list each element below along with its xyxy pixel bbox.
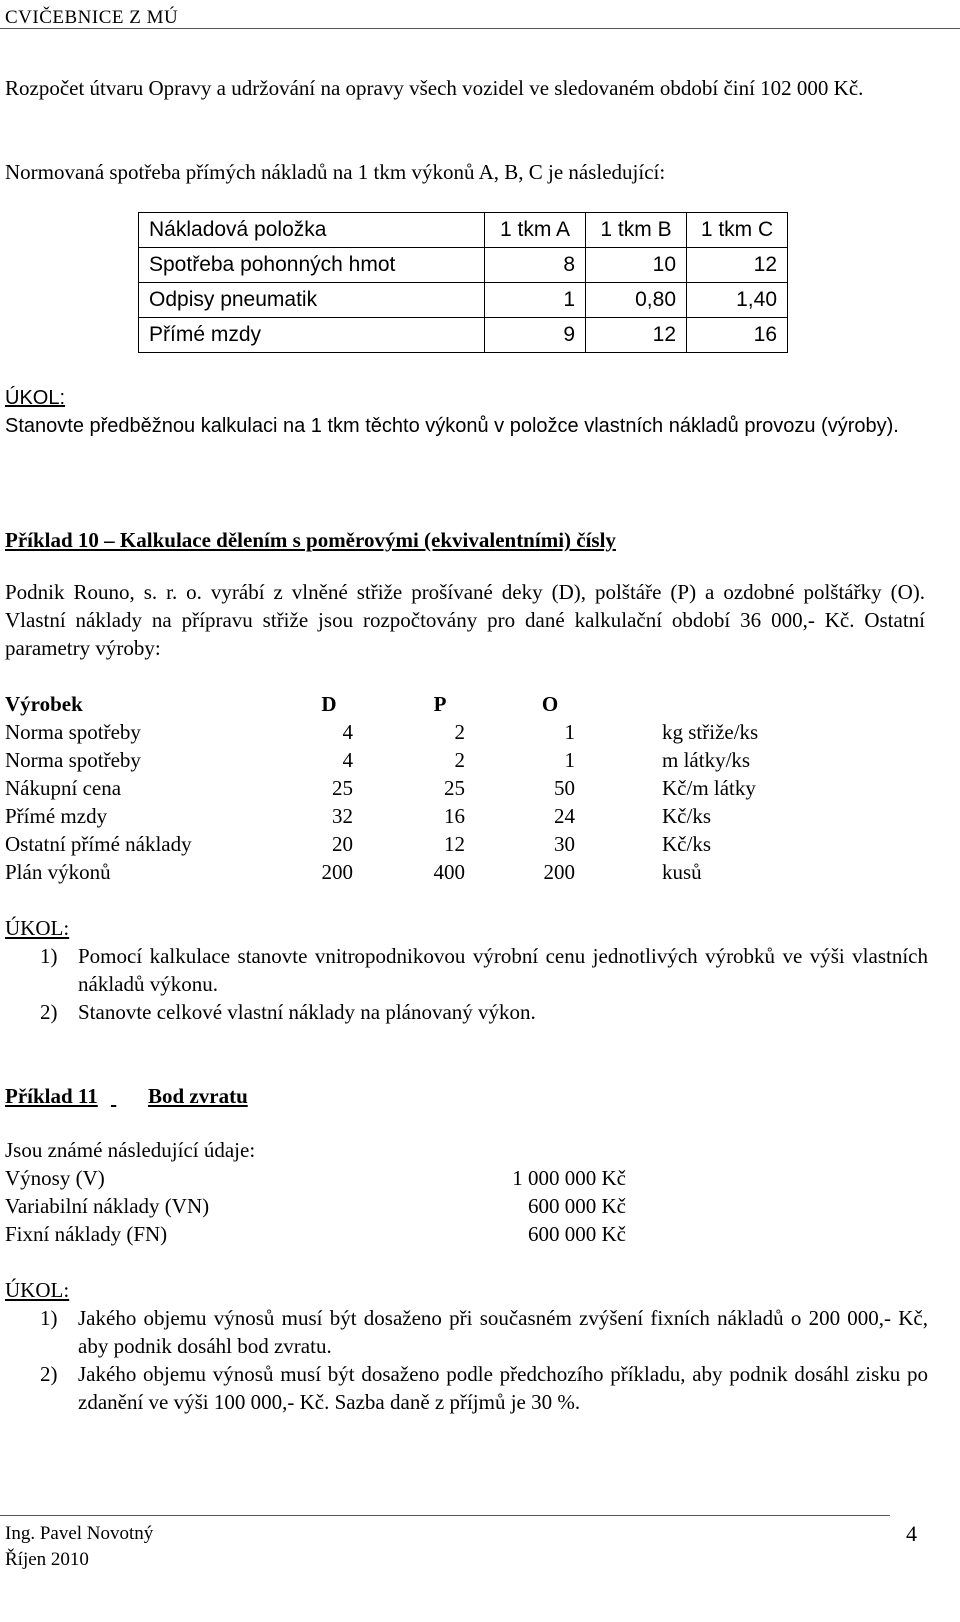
value-p: 400 (433, 860, 465, 884)
task-item (5, 1304, 928, 1360)
table-row (5, 802, 805, 830)
table-cell: 12 (687, 248, 788, 283)
product-header-d: D (321, 692, 337, 716)
table-header-cell: 1 tkm A (485, 213, 586, 248)
intro-paragraph-2: Normovaná spotřeba přímých nákladů na 1 tkm výkonů A, B, C je následující: (5, 160, 666, 184)
example-10-title: Příklad 10 – Kalkulace dělením s poměrovými (ekvivalentními) čísly (5, 528, 616, 552)
example-11-name: Bod zvratu (148, 1084, 248, 1108)
task-number: 2) (40, 1362, 58, 1386)
product-header-p: P (433, 692, 447, 716)
cost-norm-table (138, 212, 788, 353)
task-label: ÚKOL: (5, 387, 66, 409)
row-label: Přímé mzdy (5, 804, 108, 828)
value-d: 32 (332, 804, 353, 828)
example-11-intro: Jsou známé následující údaje: (5, 1138, 256, 1162)
title-spacer-underline (111, 1082, 148, 1110)
table-header-cell: 1 tkm B (586, 213, 687, 248)
value-o: 1 (564, 720, 575, 744)
value-d: 25 (332, 776, 353, 800)
table-cell: Odpisy pneumatik (139, 283, 485, 318)
row-label: Ostatní přímé náklady (5, 832, 192, 856)
table-header-cell: Nákladová položka (139, 213, 485, 248)
footer-rule (0, 1515, 890, 1516)
value-o: 24 (554, 804, 575, 828)
table-cell: Přímé mzdy (139, 318, 485, 353)
task-item (5, 942, 928, 998)
task-text: Stanovte celkové vlastní náklady na plánovaný výkon. (78, 1000, 536, 1024)
task-text: Jakého objemu výnosů musí být dosaženo při současném zvýšení fixních nákladů o 200 000,- Kč, aby podnik dosáhl bod zvratu. (78, 1306, 928, 1358)
task-label: ÚKOL: (5, 1278, 70, 1302)
data-label: Variabilní náklady (VN) (5, 1194, 210, 1218)
table-row (5, 746, 805, 774)
table-header-cell: 1 tkm C (687, 213, 788, 248)
task-item (5, 998, 925, 1026)
unit: Kč/m látky (662, 776, 756, 800)
value-p: 2 (454, 748, 465, 772)
value-o: 200 (543, 860, 575, 884)
data-value: 1 000 000 Kč (512, 1166, 626, 1190)
data-value: 600 000 Kč (528, 1222, 626, 1246)
footer-date: Říjen 2010 (5, 1549, 89, 1570)
data-label: Fixní náklady (FN) (5, 1222, 168, 1246)
unit: m látky/ks (662, 748, 751, 772)
task-label: ÚKOL: (5, 916, 70, 940)
table-row (139, 248, 788, 283)
row-label: Plán výkonů (5, 860, 111, 884)
value-p: 16 (444, 804, 465, 828)
unit: kusů (662, 860, 702, 884)
row-label: Nákupní cena (5, 776, 122, 800)
value-d: 20 (332, 832, 353, 856)
table-cell: 1 (485, 283, 586, 318)
value-o: 30 (554, 832, 575, 856)
product-header-o: O (541, 692, 559, 716)
running-header: CVIČEBNICE Z MÚ (5, 7, 179, 28)
table-cell: Spotřeba pohonných hmot (139, 248, 485, 283)
header-rule (0, 28, 960, 29)
value-o: 50 (554, 776, 575, 800)
page-number: 4 (906, 1521, 917, 1546)
value-d: 200 (321, 860, 353, 884)
data-label: Výnosy (V) (5, 1166, 105, 1190)
table-row (5, 774, 805, 802)
table-header-row (139, 213, 788, 248)
table-cell: 0,80 (586, 283, 687, 318)
table-row (5, 858, 805, 886)
product-header-label: Výrobek (5, 692, 83, 716)
footer-author: Ing. Pavel Novotný (5, 1523, 154, 1544)
table-cell: 12 (586, 318, 687, 353)
table-cell: 16 (687, 318, 788, 353)
unit: Kč/ks (662, 832, 711, 856)
task-item (5, 1360, 928, 1416)
value-o: 1 (564, 748, 575, 772)
value-d: 4 (342, 748, 353, 772)
table-cell: 9 (485, 318, 586, 353)
intro-paragraph-1: Rozpočet útvaru Opravy a udržování na opravy všech vozidel ve sledovaném období činí 102 000 Kč. (5, 76, 864, 100)
unit: kg střiže/ks (662, 720, 759, 744)
unit: Kč/ks (662, 804, 711, 828)
table-cell: 10 (586, 248, 687, 283)
product-table-header (5, 690, 805, 718)
value-p: 12 (444, 832, 465, 856)
table-row (139, 283, 788, 318)
table-cell: 1,40 (687, 283, 788, 318)
table-row (5, 718, 805, 746)
row-label: Norma spotřeby (5, 720, 141, 744)
data-value: 600 000 Kč (528, 1194, 626, 1218)
task-number: 2) (40, 1000, 58, 1024)
value-d: 4 (342, 720, 353, 744)
row-label: Norma spotřeby (5, 748, 141, 772)
task-number: 1) (40, 944, 58, 968)
value-p: 2 (454, 720, 465, 744)
task-number: 1) (40, 1306, 58, 1330)
table-cell: 8 (485, 248, 586, 283)
task-text: Pomocí kalkulace stanovte vnitropodnikovou výrobní cenu jednotlivých výrobků ve výši vlastních nákladů výkonu. (78, 944, 928, 996)
task-text: Jakého objemu výnosů musí být dosaženo podle předchozího příkladu, aby podnik dosáhl zisku po zdanění ve výši 100 000,- Kč. Sazba daně z příjmů je 30 %. (78, 1362, 928, 1414)
example-10-paragraph: Podnik Rouno, s. r. o. vyrábí z vlněné střiže prošívané deky (D), polštáře (P) a ozdobné polštářky (O). Vlastní náklady na přípravu střiže jsou rozpočtovány pro dané kalkulační období 36 000,- Kč. Ostatní parametry výroby: (5, 580, 925, 660)
example-11-number: Příklad 11 (5, 1084, 98, 1108)
table-row (139, 318, 788, 353)
value-p: 25 (444, 776, 465, 800)
task-text: Stanovte předběžnou kalkulaci na 1 tkm těchto výkonů v položce vlastních nákladů provozu (výroby). (5, 415, 899, 437)
table-row (5, 830, 805, 858)
